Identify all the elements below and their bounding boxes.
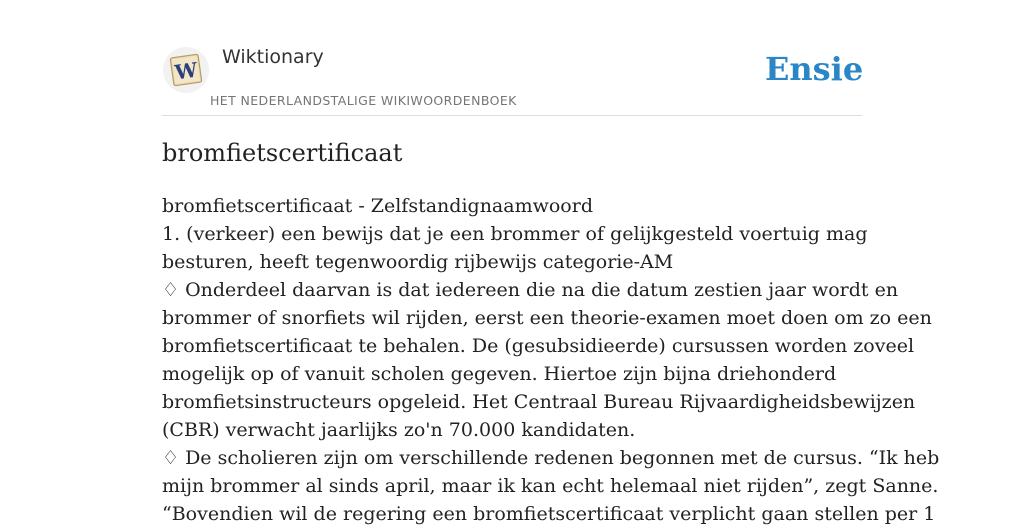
example-line: ♢ Onderdeel daarvan is dat iedereen die na die datum zestien jaar wordt en [162, 279, 899, 301]
wiktionary-logo-icon [163, 47, 209, 93]
example-line: mogelijk op of vanuit scholen gegeven. Hiertoe zijn bijna driehonderd [162, 363, 837, 385]
ensie-brand-logo[interactable]: Ensie [765, 50, 864, 88]
header-divider [162, 115, 862, 116]
example-line: brommer of snorfiets wil rijden, eerst een theorie-examen moet doen om zo een [162, 307, 932, 329]
example-line: (CBR) verwacht jaarlijks zo'n 70.000 kandidaten. [162, 419, 636, 441]
example-line: bromfietscertificaat te behalen. De (gesubsidieerde) cursussen worden zoveel [162, 335, 915, 357]
site-name[interactable]: Wiktionary [222, 46, 324, 68]
entry-content [162, 192, 940, 528]
example-line: “Bovendien wil de regering een bromfietscertificaat verplicht gaan stellen per 1 [162, 503, 936, 525]
logo-letter: W [173, 57, 199, 85]
definition-line: besturen, heeft tegenwoordig rijbewijs categorie-AM [162, 251, 674, 273]
page-title: bromfietscertificaat [162, 139, 403, 167]
example-line: mijn brommer al sinds april, maar ik kan echt helemaal niet rijden”, zegt Sanne. [162, 475, 939, 497]
definition-line: 1. (verkeer) een bewijs dat je een brommer of gelijkgesteld voertuig mag [162, 223, 868, 245]
entry-heading-line: bromfietscertificaat - Zelfstandignaamwoord [162, 195, 593, 217]
site-tagline: HET NEDERLANDSTALIGE WIKIWOORDENBOEK [210, 93, 517, 108]
example-line: bromfietsinstructeurs opgeleid. Het Centraal Bureau Rijvaardigheidsbewijzen [162, 391, 916, 413]
example-line: ♢ De scholieren zijn om verschillende redenen begonnen met de cursus. “Ik heb [162, 447, 940, 469]
